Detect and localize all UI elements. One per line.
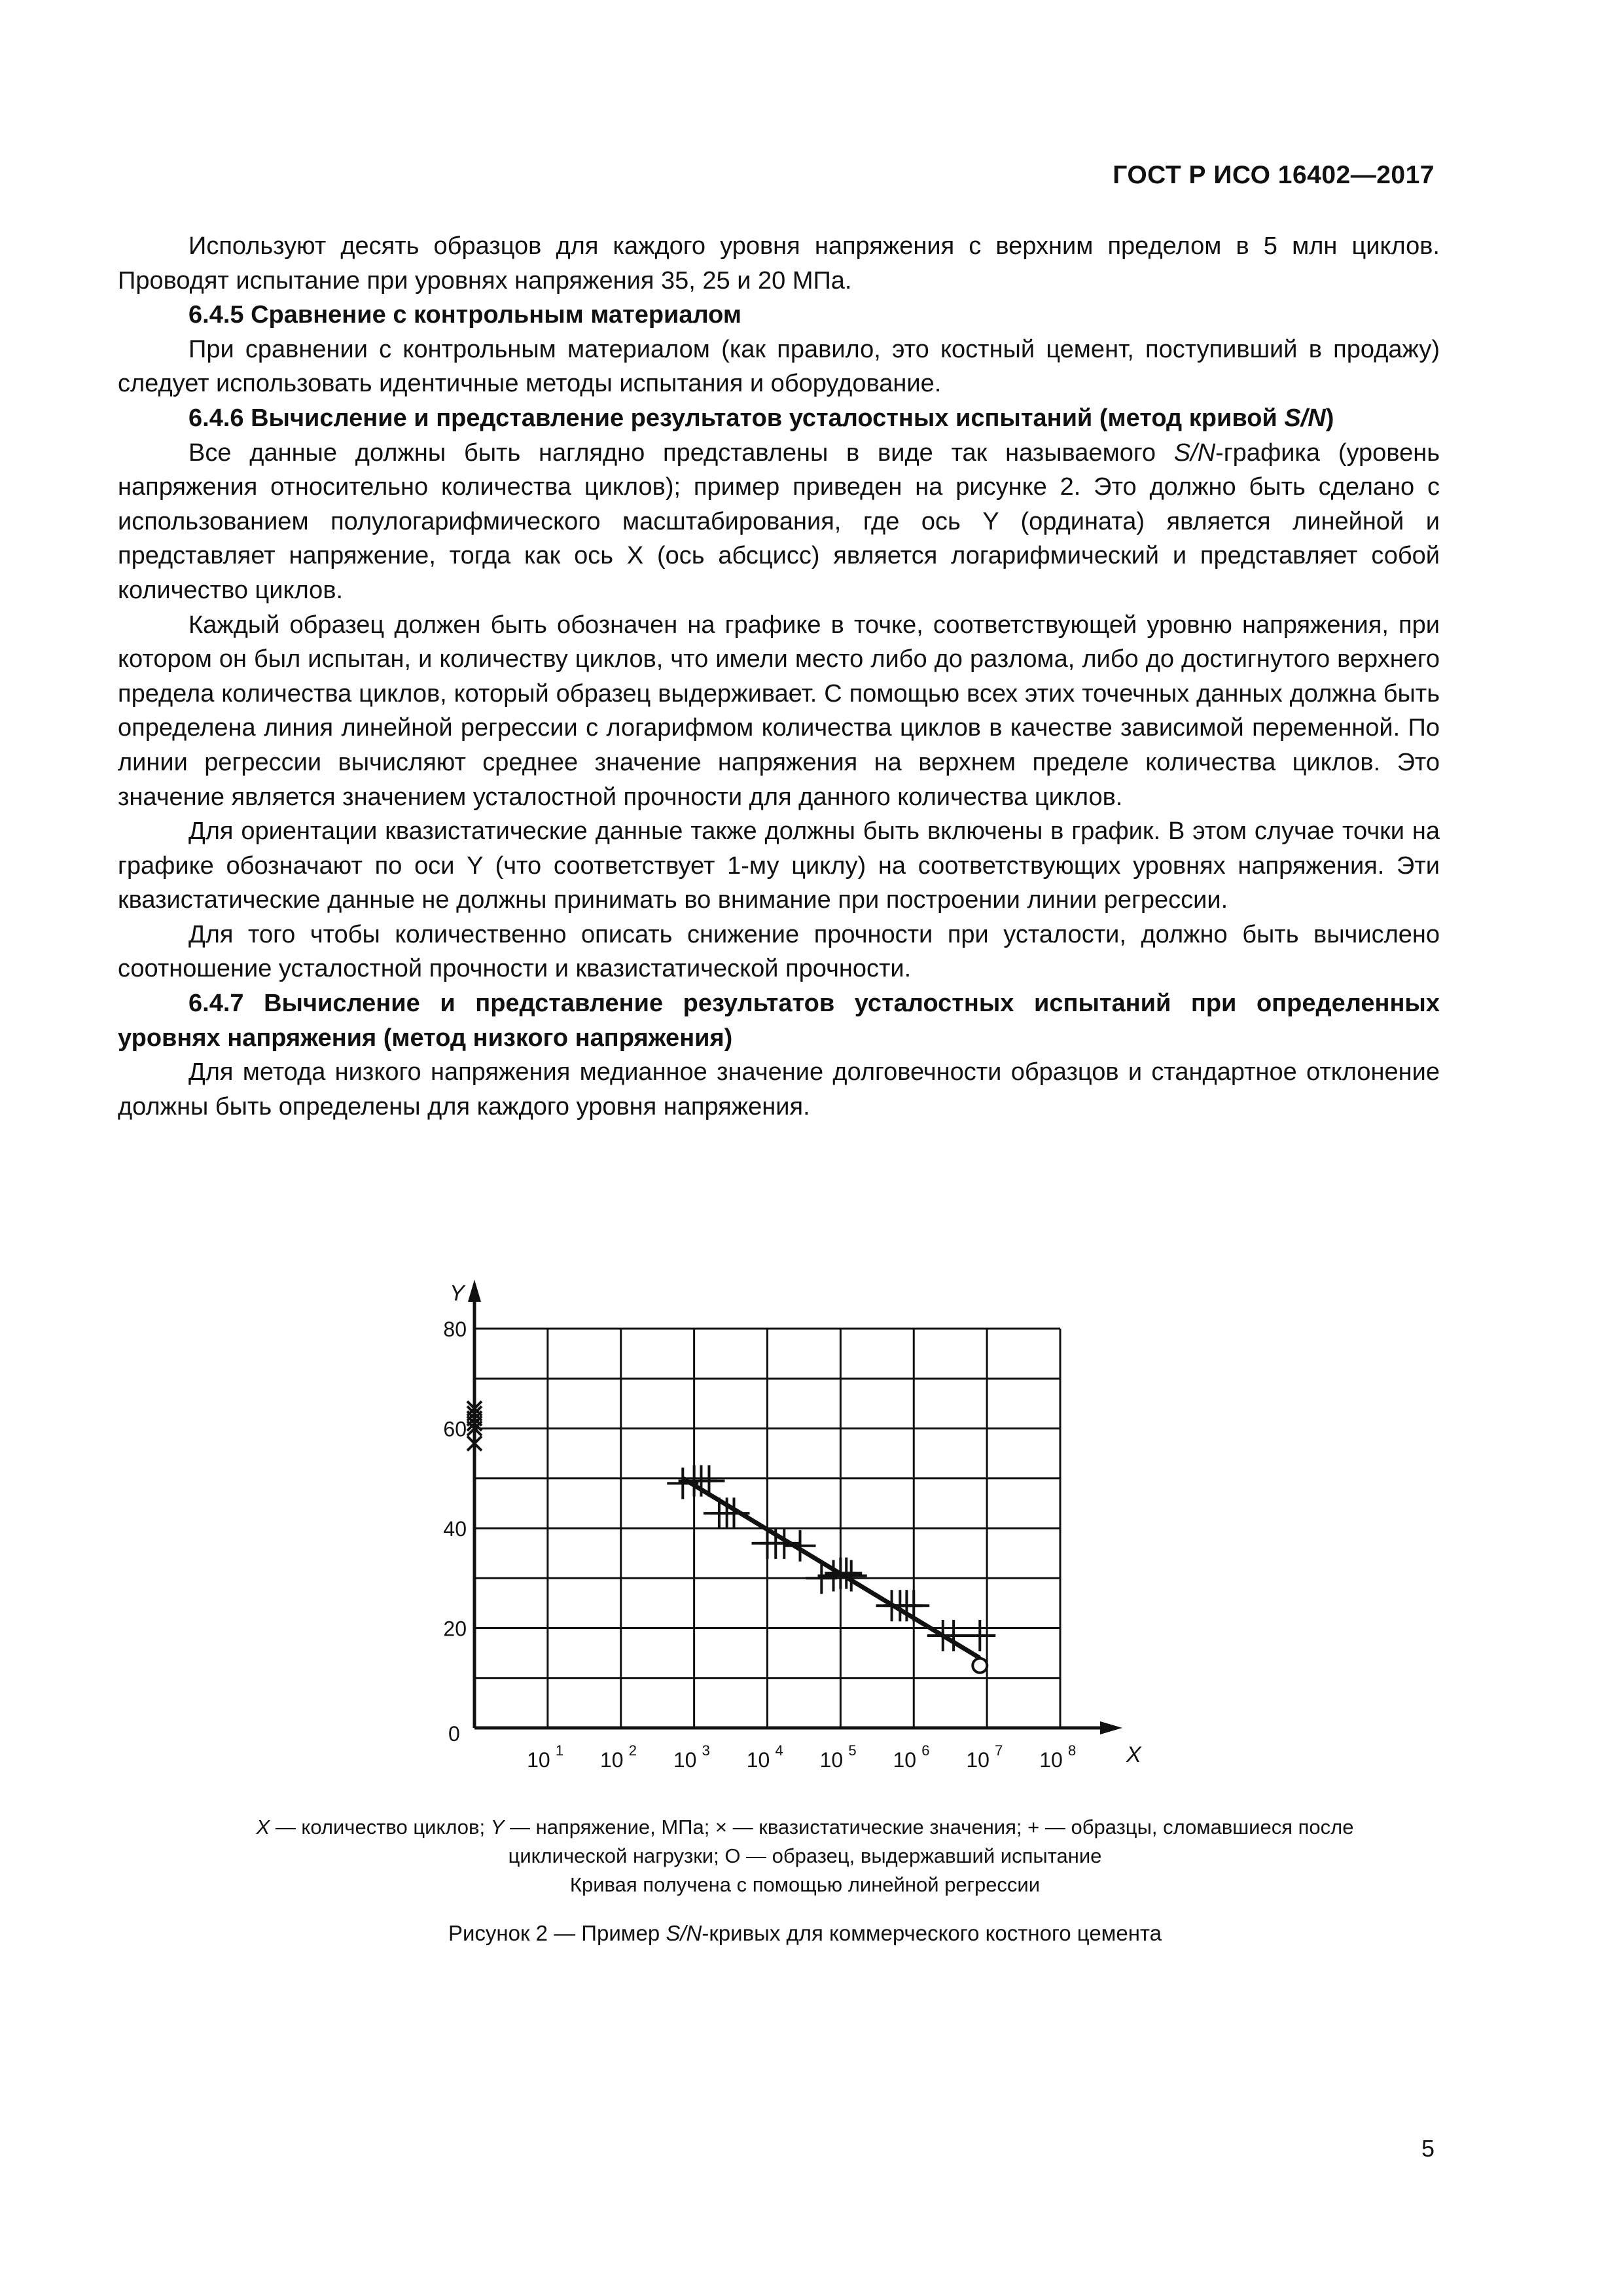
- paragraph: При сравнении с контрольным материалом (как правило, это костный цемент, поступивший в продажу) следует использовать идентичные методы испытания и оборудование.: [118, 335, 1440, 398]
- x-tick-exponent: 2: [628, 1742, 637, 1759]
- legend-line: циклической нагрузки; О — образец, выдержавший испытание: [508, 1844, 1102, 1867]
- x-axis-arrow: [1100, 1721, 1122, 1734]
- y-tick-label: 60: [443, 1417, 467, 1441]
- section-heading-6-4-7: 6.4.7 Вычисление и представление результатов усталостных испытаний при определенных уровнях напряжения (метод низкого напряжения): [118, 990, 1440, 1052]
- y-axis-arrow: [468, 1280, 481, 1302]
- document-code-header: ГОСТ Р ИСО 16402—2017: [1113, 161, 1435, 189]
- runout-specimen-marker: [972, 1659, 987, 1673]
- x-axis-label: X: [1126, 1742, 1141, 1767]
- x-tick-label: 10: [746, 1748, 770, 1772]
- failed-specimen-marker: [964, 1620, 995, 1651]
- paragraph: Для метода низкого напряжения медианное значение долговечности образцов и стандартное отклонение должны быть определены для каждого уровня напряжения.: [118, 1058, 1440, 1121]
- x-tick-label: 10: [673, 1748, 697, 1772]
- figure-legend: [118, 1813, 1492, 1899]
- failed-specimen-marker: [898, 1590, 929, 1621]
- sn-chart-figure: [393, 1266, 1165, 1803]
- y-tick-label: 40: [443, 1517, 467, 1541]
- paragraph: Для того чтобы количественно описать снижение прочности при усталости, должно быть вычислено соотношение усталостной прочности и квазистатической прочности.: [118, 920, 1440, 983]
- y-axis-label: Y: [450, 1281, 465, 1306]
- paragraph: Все данные должны быть наглядно представлены в виде так называемого S/N-графика (уровень напряжения относительно количества циклов); пример приведен на рисунке 2. Это должно быть сделано с использованием полулогарифмического масштабирования, где ось Y (ордината) является линейной и представляет напряжение, тогда как ось X (ось абсцисс) является логарифмический и представляет собой количество циклов.: [118, 439, 1440, 604]
- x-tick-exponent: 6: [921, 1742, 930, 1759]
- x-tick-exponent: 8: [1068, 1742, 1077, 1759]
- paragraph: Каждый образец должен быть обозначен на графике в точке, соответствующей уровню напряжения, при котором он был испытан, и количеству циклов, что имели место либо до разлома, либо до достигнутого верхнего предела количества циклов, который образец выдерживает. С помощью всех этих точечных данных должна быть определена линия линейной регрессии с логарифмом количества циклов в качестве зависимой переменной. По линии регрессии вычисляют среднее значение напряжения на верхнем пределе количества циклов. Это значение является значением усталостной прочности для данного количества циклов.: [118, 611, 1440, 811]
- x-tick-label: 10: [819, 1748, 844, 1772]
- x-tick-exponent: 1: [555, 1742, 564, 1759]
- x-tick-label: 10: [599, 1748, 624, 1772]
- x-tick-label: 10: [893, 1748, 917, 1772]
- x-tick-exponent: 3: [702, 1742, 710, 1759]
- y-tick-label: 20: [443, 1617, 467, 1641]
- x-tick-label: 10: [966, 1748, 990, 1772]
- origin-label: 0: [448, 1722, 460, 1746]
- section-heading-6-4-6: 6.4.6 Вычисление и представление результатов усталостных испытаний (метод кривой S/N): [188, 404, 1334, 432]
- failed-specimen-marker: [693, 1465, 724, 1497]
- x-tick-label: 10: [1039, 1748, 1063, 1772]
- legend-line: Кривая получена с помощью линейной регрессии: [569, 1873, 1041, 1896]
- legend-line: X — количество циклов; Y — напряжение, МПа; × — квазистатические значения; + — образцы, сломавшиеся после: [256, 1816, 1354, 1839]
- x-tick-exponent: 7: [995, 1742, 1003, 1759]
- y-tick-label: 80: [443, 1318, 467, 1341]
- paragraph: Для ориентации квазистатические данные также должны быть включены в график. В этом случае точки на графике обозначают по оси Y (что соответствует 1-му циклу) на соответствующих уровнях напряжения. Эти квазистатические данные не должны принимать во внимание при построении линии регрессии.: [118, 817, 1440, 914]
- page-number: 5: [1421, 2135, 1435, 2162]
- section-heading-6-4-5: 6.4.5 Сравнение с контрольным материалом: [188, 301, 741, 329]
- x-tick-label: 10: [527, 1748, 550, 1772]
- body-text: [118, 229, 1440, 1124]
- x-tick-exponent: 5: [848, 1742, 857, 1759]
- sn-chart: [393, 1266, 1165, 1803]
- paragraph: Используют десять образцов для каждого уровня напряжения с верхним пределом в 5 млн циклов. Проводят испытание при уровнях напряжения 35, 25 и 20 МПа.: [118, 232, 1440, 295]
- figure-caption: Рисунок 2 — Пример S/N-кривых для коммерческого костного цемента: [448, 1921, 1162, 1945]
- x-tick-exponent: 4: [775, 1742, 783, 1759]
